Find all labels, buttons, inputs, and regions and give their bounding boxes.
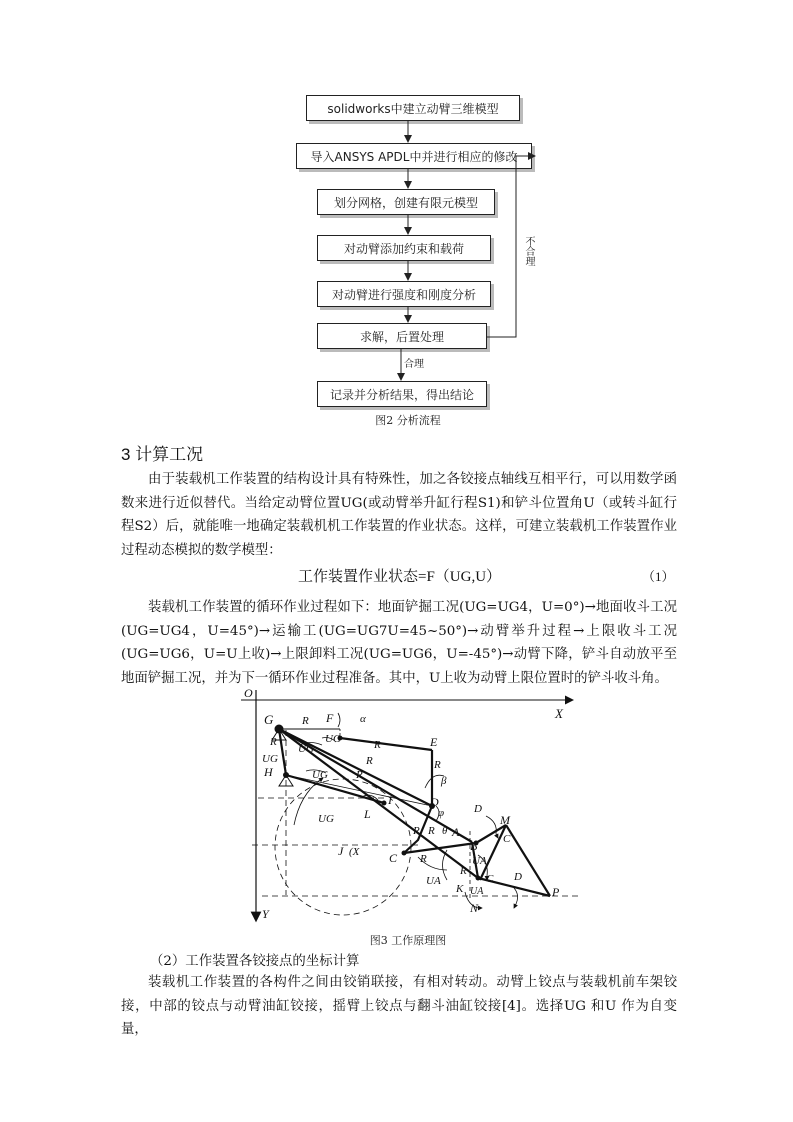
label-UA1: UA [472, 855, 487, 867]
label-X: X [555, 706, 563, 721]
label-L: L [364, 807, 371, 821]
flowchart-connectors [0, 0, 793, 420]
flow-step-2: 导入ANSYS APDL中并进行相应的修改 [296, 143, 532, 169]
flow-step-5: 对动臂进行强度和刚度分析 [317, 281, 491, 307]
label-theta: θ [442, 825, 448, 837]
label-UG5: UG [325, 733, 341, 745]
label-D1: D [514, 871, 522, 883]
flow-step-3: 划分网格，创建有限元模型 [317, 189, 495, 215]
label-C: C [389, 851, 398, 865]
paragraph-1-text: 由于装载机工作装置的结构设计具有特殊性，加之各铰接点轴线互相平行，可以用数学函数来进行近似替代。当给定动臂位置UG(或动臂举升缸行程S1)和铲斗位置角U（或转斗缸行程S2）后，就能唯一地确定装载机机工作装置的作业状态。这样，可建立装载机工作装置作业过程动态模拟的数学模型： [121, 472, 677, 558]
label-N: N [470, 901, 479, 915]
paragraph-3 [121, 971, 677, 1042]
label-alpha: α [360, 713, 366, 725]
label-UAq: UA [470, 886, 484, 897]
label-UG: UG [318, 813, 334, 825]
ok-label: 合理 [404, 359, 424, 370]
label-beta: β [441, 775, 447, 787]
label-Y: Y [262, 907, 269, 921]
label-P: P [552, 885, 560, 899]
section-title: 3 计算工况 [121, 445, 204, 464]
label-UG1: UG [262, 753, 278, 765]
label-R8: R [434, 759, 441, 771]
label-UA2: UA [426, 875, 441, 887]
label-R3: R [420, 853, 427, 865]
label-R9: R [356, 769, 363, 781]
label-K: K [456, 883, 464, 895]
flow-step-1: solidworks中建立动臂三维模型 [306, 95, 520, 121]
label-R1: R [270, 736, 277, 748]
label-R7: R [374, 739, 381, 751]
label-J: J [338, 844, 344, 858]
figure2-caption: 图2 分析流程 [375, 414, 441, 427]
flow-step-7: 记录并分析结果，得出结论 [317, 381, 487, 407]
label-JXY: (X [349, 846, 360, 858]
paragraph-3-text: 装载机工作装置的各构件之间由铰销联接，有相对转动。动臂上铰点与装载机前车架铰接，中部的铰点与动臂油缸铰接，摇臂上铰点与翻斗油缸铰接[4]。选择UG 和U 作为自变量， [121, 975, 677, 1037]
flow-step-4: 对动臂添加约束和载荷 [317, 235, 491, 261]
label-B: B [470, 839, 478, 853]
label-O: O [244, 686, 253, 700]
paragraph-2-text: 装载机工作装置的循环作业过程如下：地面铲掘工况(UG=UG4，U=0°)→地面收斗工况(UG=UG4，U=45°)→运输工(UG=UG7U=45~50°)→动臂举升过程→上限收斗工况(UG=UG6，U=U上收)→上限卸料工况(UG=UG6，U=-45°)→动臂下降，铲斗自动放平至地面铲掘工况，并为下一循环作业过程准备。其中，U上收为动臂上限位置时的铲斗收斗角。 [121, 600, 677, 686]
label-D2: D [474, 803, 482, 815]
label-I: I [388, 793, 392, 807]
label-RL: R [428, 825, 435, 837]
subsection-title: （2）工作装置各铰接点的坐标计算 [150, 954, 360, 969]
label-M: M [500, 813, 510, 827]
figure3-caption: 图3 工作原理图 [369, 934, 447, 947]
equation-number: （1） [642, 569, 675, 584]
label-R2: R [460, 865, 467, 877]
paragraph-1 [121, 468, 677, 562]
label-D: D [430, 795, 439, 809]
label-R4: R [413, 825, 420, 837]
label-UG7: UG [298, 743, 314, 755]
label-H: H [264, 765, 273, 779]
label-A: A [452, 825, 460, 839]
equation: 工作装置作业状态=F（UG,U） [298, 569, 502, 585]
label-UG3: UG [312, 769, 328, 781]
label-phi: φ [438, 807, 445, 819]
label-F: F [326, 711, 334, 725]
paragraph-2 [121, 596, 677, 690]
loop-label: 不合理 [523, 236, 534, 266]
label-C1: C [486, 873, 494, 885]
flow-step-6: 求解，后置处理 [317, 323, 487, 349]
label-R6: R [302, 715, 309, 727]
label-E: E [430, 735, 438, 749]
label-G: G [264, 712, 274, 727]
label-R5: R [366, 755, 373, 767]
figure3-diagram [230, 684, 580, 929]
label-C2: C [503, 833, 511, 845]
